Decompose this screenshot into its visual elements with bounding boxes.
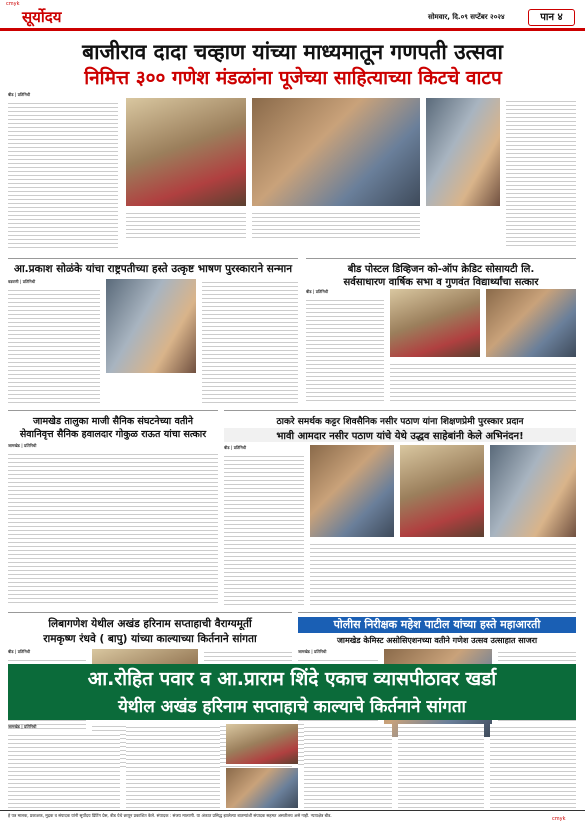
banner-body-3 [304, 724, 392, 808]
story-postal-body [306, 297, 384, 403]
story-solanke-body-2 [202, 279, 298, 403]
story-postal-byline: बीड | प्रतिनिधी [306, 289, 329, 294]
story-aarti-subhead: जामखेड केमिस्ट असोसिएशनच्या वतीने गणेश उत्सव उत्साहात साजरा [336, 636, 538, 645]
story-postal-headline-2: सर्वसाधारण वार्षिक सभा व गुणवंत विद्यार्थ्यांचा सत्कार [343, 277, 539, 288]
issue-date: सोमवार, दि.०९ सप्टेंबर २०२४ [428, 13, 505, 21]
lead-body-col1 [8, 100, 118, 250]
banner-photo-2 [226, 768, 298, 808]
story-naseer-pathan [224, 410, 576, 607]
story-pathan-photo-2 [400, 445, 484, 537]
newspaper-title: सूर्योदय [22, 8, 62, 26]
story-pathan-body-1 [224, 453, 304, 605]
story-pathan-subhead: भावी आमदार नसीर पठाण यांचे येथे उद्धव साहेबांनी केले अभिनंदन! [224, 428, 576, 442]
story-libaganesh-byline: बीड | प्रतिनिधी [8, 649, 31, 654]
story-postal-photo-1 [390, 289, 480, 357]
lead-story [8, 92, 576, 254]
banner-body-2 [126, 724, 220, 808]
lead-photo-2 [252, 98, 420, 206]
story-soldier-body [8, 451, 218, 605]
story-postal [306, 258, 576, 405]
lead-photo-2-caption [252, 210, 420, 240]
story-pathan-headline: ठाकरे समर्थक कट्टर शिवसैनिक नसीर पठाण यांना शिक्षणप्रेमी पुरस्कार प्रदान [276, 417, 524, 427]
footer-imprint: हे पत्र मालक, प्रकाशक, मुद्रक व संपादक यांनी सूर्योदय प्रिंटिंग प्रेस, बीड येथे छापून प्रकाशित केले. संपादक : संजय मालाणी. या अंकात प्रसिद्ध झालेल्या बातम्यांशी संपादक सहमत असतीलच असे नाही. न्यायक्षेत्र बीड. [8, 813, 332, 818]
story-pathan-photo-1 [310, 445, 394, 537]
story-postal-photo-2 [486, 289, 576, 357]
story-libaganesh-headline-2: रामकृष्ण रंधवे ( बापु) यांच्या काल्याच्या किर्तनाने सांगता [43, 633, 257, 645]
story-solanke [8, 258, 298, 405]
story-solanke-photo [106, 279, 196, 373]
banner-body-region [8, 724, 576, 808]
lead-photo-3 [426, 98, 500, 206]
lead-headline-line2: निमित्त ३०० गणेश मंडळांना पूजेच्या साहित्याच्या किटचे वाटप [84, 67, 502, 89]
story-soldier-headline-1: जामखेड तालुका माजी सैनिक संघटनेच्या वतीने [32, 416, 194, 427]
lead-body-col2 [506, 98, 576, 248]
lead-byline: बीड | प्रतिनिधी [8, 92, 31, 97]
story-solanke-body-1 [8, 287, 100, 403]
story-jamkhed-soldier [8, 410, 218, 607]
banner-body-1 [8, 732, 120, 808]
masthead-rule [0, 28, 585, 31]
lead-photo-1-caption [126, 210, 246, 240]
story-pathan-body-2 [310, 541, 576, 605]
story-pathan-photo-3 [490, 445, 576, 537]
banner-headline-line1: आ.रोहित पवार व आ.प्राराम शिंदे एकाच व्यासपीठावर खर्डा [8, 664, 576, 694]
masthead [0, 0, 585, 30]
banner-body-5 [490, 724, 576, 808]
story-libaganesh-headline-1: लिबागणेश येथील अखंड हरिनाम सप्ताहाची वैराग्यमूर्ती [48, 618, 252, 630]
banner-headline-line2: येथील अखंड हरिनाम सप्ताहाचे काल्याचे किर्तनाने सांगता [8, 694, 576, 720]
story-soldier-headline-2: सेवानिवृत्त सैनिक हवालदार गोकुळ राऊत यांचा सत्कार [19, 429, 207, 440]
lead-photo-1 [126, 98, 246, 206]
story-soldier-byline: जामखेड | प्रतिनिधी [8, 443, 37, 448]
story-pathan-byline: बीड | प्रतिनिधी [224, 445, 247, 450]
story-solanke-byline: वडवणी | प्रतिनिधी [8, 279, 36, 284]
banner-photo-1 [226, 724, 298, 764]
footer [0, 810, 585, 828]
story-postal-captions [390, 361, 576, 401]
page-number-badge: पान ४ [528, 9, 575, 26]
story-postal-headline-1: बीड पोस्टल डिव्हिजन को-ऑप क्रेडिट सोसायटी लि. [347, 264, 535, 275]
banner-byline: जामखेड | प्रतिनिधी [8, 724, 37, 729]
footer-brand-mark: cmyk [552, 816, 566, 822]
story-aarti-byline: जामखेड | प्रतिनिधी [298, 649, 327, 654]
story-aarti-headline: पोलीस निरीक्षक महेश पाटील यांच्या हस्ते महाआरती [298, 617, 576, 633]
story-solanke-headline: आ.प्रकाश सोळंके यांचा राष्ट्रपतीच्या हस्ते उत्कृष्ट भाषण पुरस्काराने सन्मान [13, 263, 293, 275]
lead-headline-line1: बाजीराव दादा चव्हाण यांच्या माध्यमातून गणपती उत्सवा [82, 40, 503, 64]
banner-body-4 [398, 724, 484, 808]
brand-mark: cmyk [6, 1, 20, 7]
